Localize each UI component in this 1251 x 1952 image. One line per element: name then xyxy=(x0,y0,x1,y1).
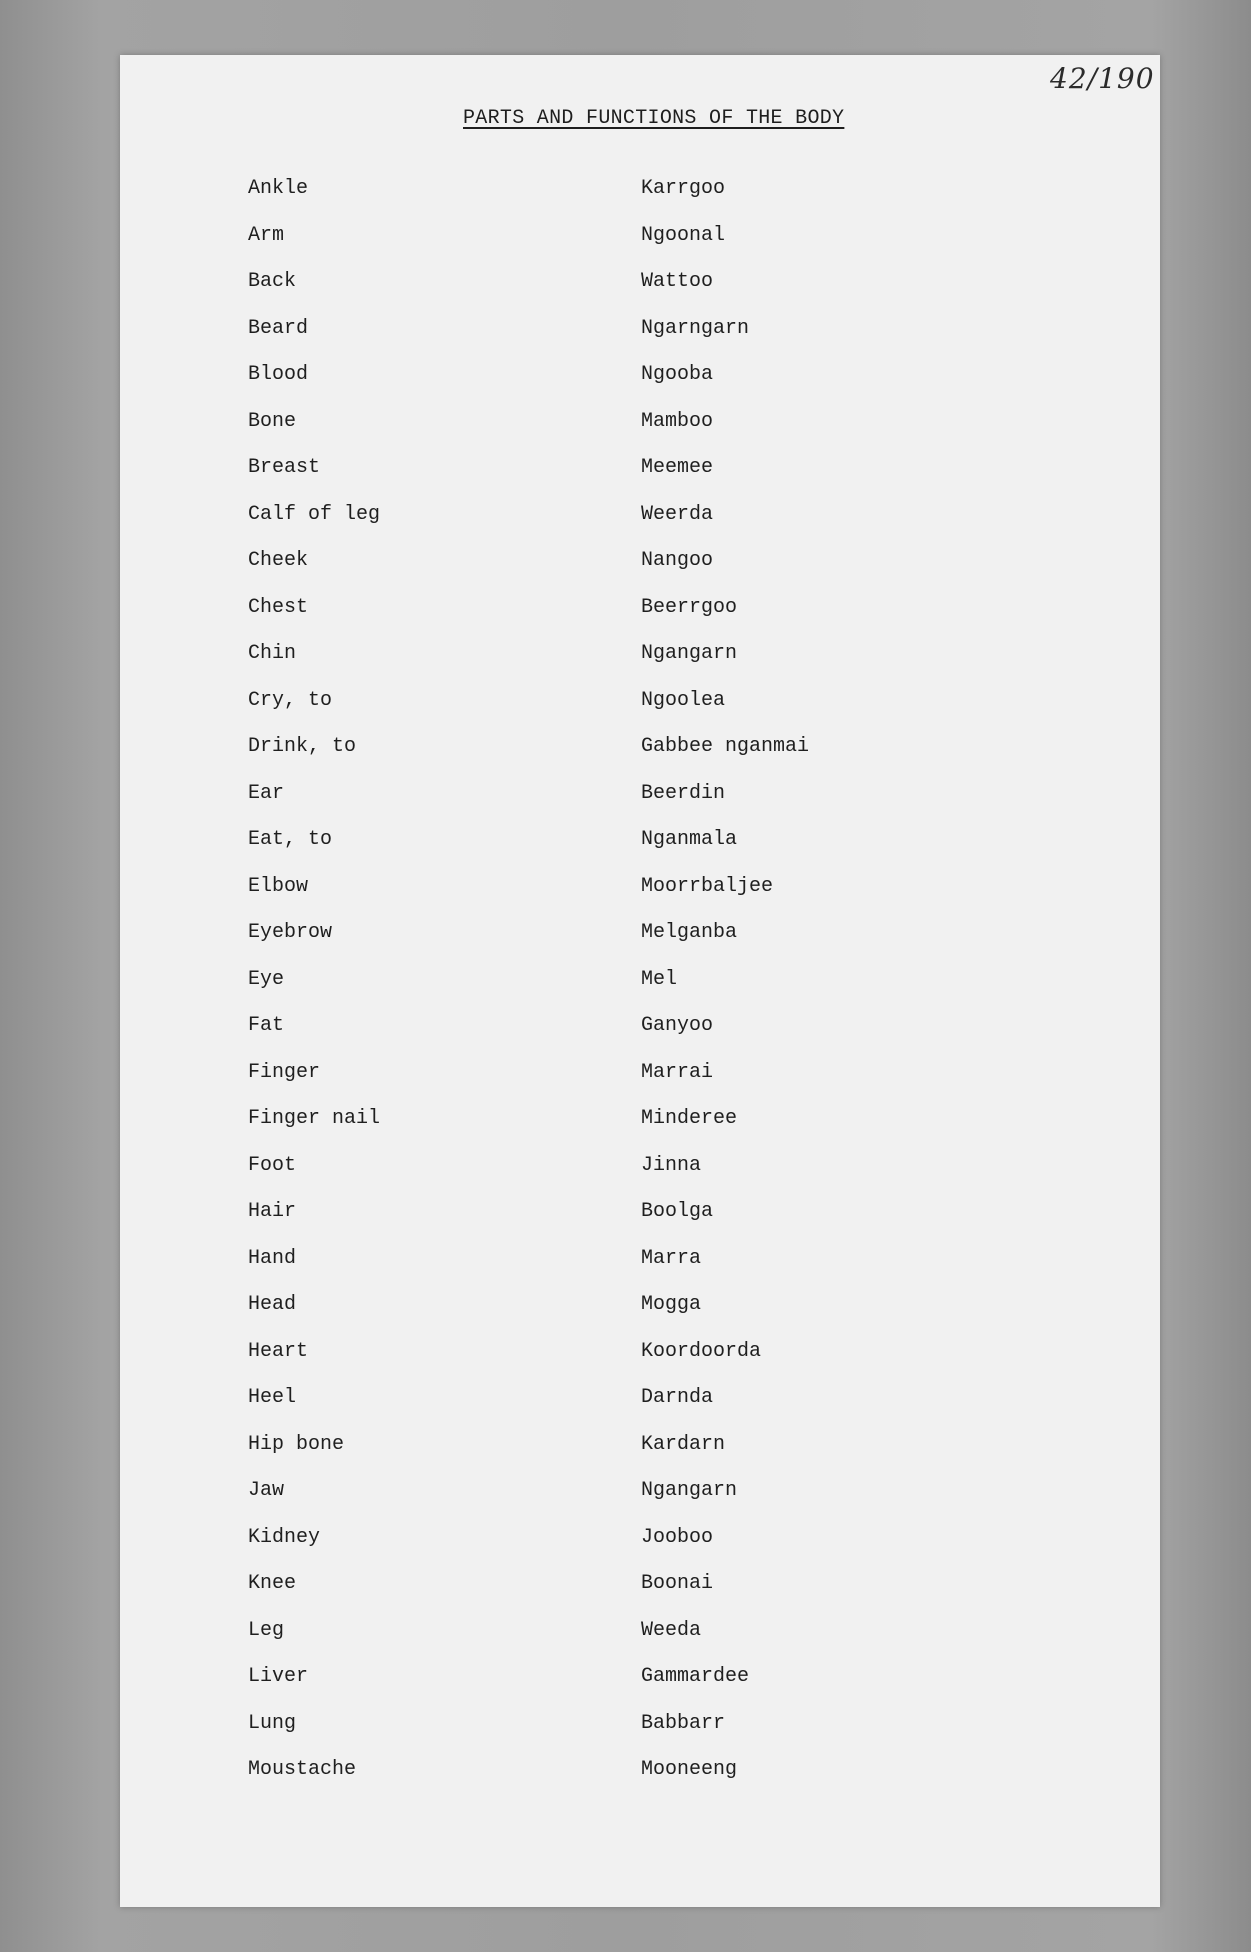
english-term: Eat, to xyxy=(248,828,333,851)
vocabulary-row xyxy=(0,968,1251,1015)
vocabulary-row xyxy=(0,735,1251,782)
vocabulary-row xyxy=(0,1433,1251,1480)
vocabulary-row xyxy=(0,503,1251,550)
english-term: Blood xyxy=(248,363,309,386)
vocabulary-row xyxy=(0,1665,1251,1712)
vocabulary-row xyxy=(0,1526,1251,1573)
aboriginal-term: Marrai xyxy=(641,1060,714,1084)
vocabulary-row xyxy=(0,1061,1251,1108)
vocabulary-row xyxy=(0,1619,1251,1666)
english-term: Hand xyxy=(248,1246,297,1270)
page-title: PARTS AND FUNCTIONS OF THE BODY xyxy=(463,107,845,130)
aboriginal-term: Boonai xyxy=(641,1572,714,1595)
english-term: Finger xyxy=(248,1060,321,1084)
english-term: Drink, to xyxy=(248,735,357,758)
aboriginal-term: Jinna xyxy=(641,1153,702,1177)
aboriginal-term: Wattoo xyxy=(641,270,714,293)
aboriginal-term: Darnda xyxy=(641,1386,714,1409)
aboriginal-term: Moorrbaljee xyxy=(641,874,774,898)
english-term: Elbow xyxy=(248,874,309,898)
vocabulary-row xyxy=(0,596,1251,643)
vocabulary-row xyxy=(0,456,1251,503)
english-term: Hair xyxy=(248,1200,297,1223)
english-term: Calf of leg xyxy=(248,502,381,526)
english-term: Beard xyxy=(248,316,309,340)
aboriginal-term: Ganyoo xyxy=(641,1014,714,1037)
vocabulary-row xyxy=(0,1293,1251,1340)
aboriginal-term: Koordoorda xyxy=(641,1339,762,1363)
english-term: Eye xyxy=(248,967,285,991)
english-term: Back xyxy=(248,270,297,293)
vocabulary-row xyxy=(0,1107,1251,1154)
aboriginal-term: Beerdin xyxy=(641,781,726,805)
vocabulary-row xyxy=(0,363,1251,410)
english-term: Liver xyxy=(248,1665,309,1688)
aboriginal-term: Mel xyxy=(641,967,678,991)
aboriginal-term: Gammardee xyxy=(641,1665,750,1688)
english-term: Chin xyxy=(248,642,297,665)
vocabulary-row xyxy=(0,1200,1251,1247)
aboriginal-term: Melganba xyxy=(641,921,738,944)
aboriginal-term: Beerrgoo xyxy=(641,595,738,619)
english-term: Breast xyxy=(248,456,321,479)
vocabulary-row xyxy=(0,1247,1251,1294)
english-term: Moustache xyxy=(248,1758,357,1781)
vocabulary-row xyxy=(0,1479,1251,1526)
english-term: Eyebrow xyxy=(248,921,333,944)
english-term: Leg xyxy=(248,1618,285,1642)
vocabulary-row xyxy=(0,828,1251,875)
english-term: Heart xyxy=(248,1339,309,1363)
english-term: Cheek xyxy=(248,549,309,572)
aboriginal-term: Weerda xyxy=(641,502,714,526)
vocabulary-row xyxy=(0,642,1251,689)
aboriginal-term: Ngarngarn xyxy=(641,316,750,340)
aboriginal-term: Kardarn xyxy=(641,1432,726,1456)
aboriginal-term: Meemee xyxy=(641,456,714,479)
english-term: Kidney xyxy=(248,1525,321,1549)
english-term: Heel xyxy=(248,1386,297,1409)
aboriginal-term: Gabbee nganmai xyxy=(641,735,810,758)
aboriginal-term: Ngoonal xyxy=(641,223,726,247)
vocabulary-row xyxy=(0,875,1251,922)
english-term: Fat xyxy=(248,1014,285,1037)
aboriginal-term: Ngangarn xyxy=(641,1479,738,1502)
aboriginal-term: Boolga xyxy=(641,1200,714,1223)
page-reference-number: 42/190 xyxy=(1050,62,1155,95)
vocabulary-row xyxy=(0,1712,1251,1759)
vocabulary-row xyxy=(0,410,1251,457)
english-term: Arm xyxy=(248,223,285,247)
vocabulary-list xyxy=(0,177,1251,1805)
english-term: Jaw xyxy=(248,1479,285,1502)
english-term: Knee xyxy=(248,1572,297,1595)
vocabulary-row xyxy=(0,224,1251,271)
vocabulary-row xyxy=(0,270,1251,317)
vocabulary-row xyxy=(0,317,1251,364)
aboriginal-term: Nganmala xyxy=(641,828,738,851)
english-term: Bone xyxy=(248,409,297,433)
english-term: Ankle xyxy=(248,177,309,200)
english-term: Head xyxy=(248,1293,297,1316)
english-term: Lung xyxy=(248,1711,297,1735)
vocabulary-row xyxy=(0,1572,1251,1619)
aboriginal-term: Weeda xyxy=(641,1618,702,1642)
vocabulary-row xyxy=(0,1014,1251,1061)
aboriginal-term: Ngooba xyxy=(641,363,714,386)
vocabulary-row xyxy=(0,177,1251,224)
english-term: Chest xyxy=(248,595,309,619)
aboriginal-term: Babbarr xyxy=(641,1711,726,1735)
aboriginal-term: Mooneeng xyxy=(641,1758,738,1781)
aboriginal-term: Marra xyxy=(641,1246,702,1270)
english-term: Finger nail xyxy=(248,1107,381,1130)
vocabulary-row xyxy=(0,1154,1251,1201)
vocabulary-row xyxy=(0,1340,1251,1387)
aboriginal-term: Minderee xyxy=(641,1107,738,1130)
vocabulary-row xyxy=(0,921,1251,968)
aboriginal-term: Jooboo xyxy=(641,1525,714,1549)
aboriginal-term: Ngangarn xyxy=(641,642,738,665)
aboriginal-term: Mogga xyxy=(641,1293,702,1316)
english-term: Foot xyxy=(248,1153,297,1177)
vocabulary-row xyxy=(0,782,1251,829)
aboriginal-term: Mamboo xyxy=(641,409,714,433)
vocabulary-row xyxy=(0,549,1251,596)
english-term: Ear xyxy=(248,781,285,805)
english-term: Hip bone xyxy=(248,1432,345,1456)
vocabulary-row xyxy=(0,1758,1251,1805)
english-term: Cry, to xyxy=(248,688,333,712)
aboriginal-term: Ngoolea xyxy=(641,688,726,712)
aboriginal-term: Nangoo xyxy=(641,549,714,572)
aboriginal-term: Karrgoo xyxy=(641,177,726,200)
vocabulary-row xyxy=(0,1386,1251,1433)
vocabulary-row xyxy=(0,689,1251,736)
